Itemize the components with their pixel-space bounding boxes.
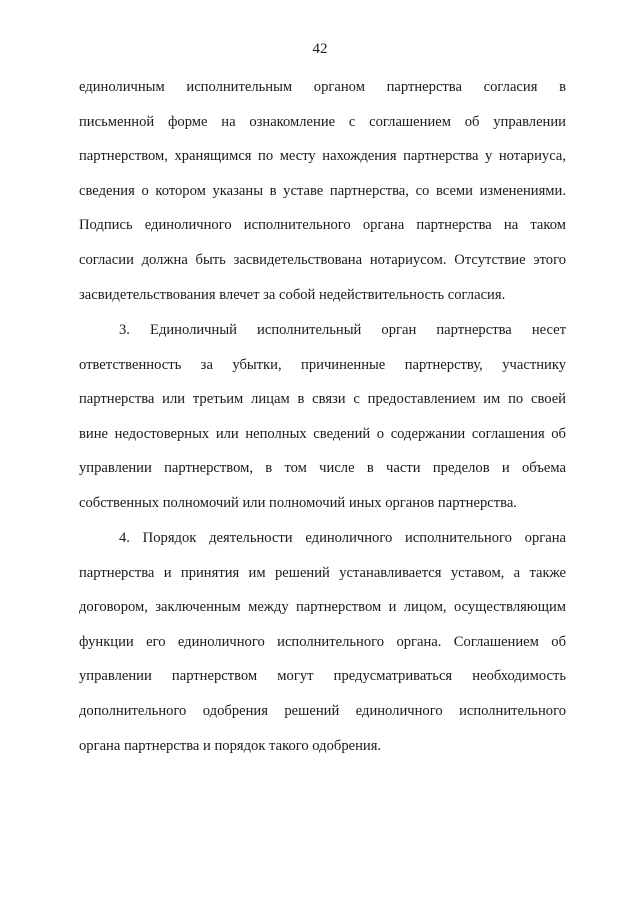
page-number: 42 [312,41,328,57]
text-line: управлении партнерством, в том числе в части пределов и объема [79,460,566,477]
text-line: Подпись единоличного исполнительного органа партнерства на таком [79,217,566,234]
text-line: письменной форме на ознакомление с соглашением об управлении [79,113,566,130]
text-line: согласии должна быть засвидетельствована нотариусом. Отсутствие этого [79,251,566,268]
paragraph-1 [79,77,566,319]
text-line: партнерством, хранящимся по месту нахождения партнерства у нотариуса, [79,148,566,165]
text-line: единоличным исполнительным органом партнерства согласия в [79,79,566,95]
text-line: 3. Единоличный исполнительный орган партнерства несет [119,322,566,338]
text-line: функции его единоличного исполнительного органа. Соглашением об [79,633,566,650]
text-line: засвидетельствования влечет за собой недействительность согласия. [79,286,506,303]
text-line: вине недостоверных или неполных сведений о содержании соглашения об [79,425,566,442]
text-line: договором, заключенным между партнерством и лицом, осуществляющим [79,599,566,616]
text-line: ответственность за убытки, причиненные партнерству, участнику [79,356,566,373]
text-line: собственных полномочий или полномочий иных органов партнерства. [79,494,517,511]
text-line: партнерства или третьим лицам в связи с предоставлением им по своей [79,391,566,408]
text-line: партнерства и принятия им решений устанавливается уставом, а также [79,564,566,581]
text-line: 4. Порядок деятельности единоличного исполнительного органа [119,530,566,546]
text-line: органа партнерства и порядок такого одобрения. [79,737,382,754]
text-line: управлении партнерством могут предусматриваться необходимость [79,668,566,685]
text-line: сведения о котором указаны в уставе партнерства, со всеми изменениями. [79,182,566,199]
paragraph-3 [79,528,566,770]
text-line: дополнительного одобрения решений единоличного исполнительного [79,702,566,719]
paragraph-2 [79,320,566,528]
